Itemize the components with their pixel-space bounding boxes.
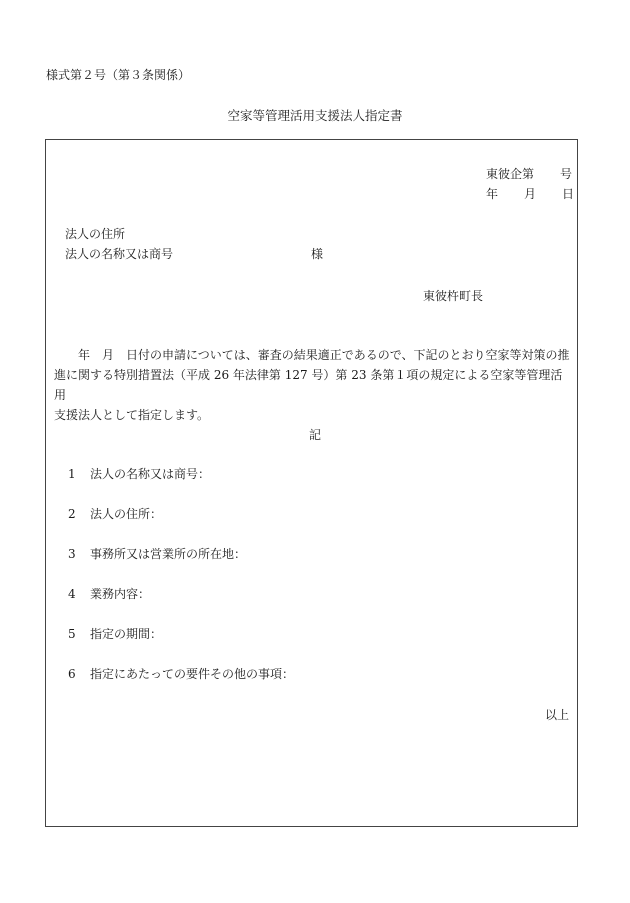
document-number [486,165,572,182]
item-number: 6 [68,667,76,681]
recipient-name-label: 法人の名称又は商号 [65,247,174,261]
document-number-prefix: 東彼企第 [486,167,535,181]
ki-heading: 記 [308,428,321,442]
closing-ijo: 以上 [545,708,570,722]
recipient-honorific: 様 [311,247,324,261]
recipient-address-label: 法人の住所 [65,227,126,241]
list-item [68,545,246,562]
list-item [68,665,294,682]
item-label: 法人の名称又は商号： [90,467,211,481]
list-item [68,585,150,602]
document-frame [45,139,578,827]
body-line: 進に関する特別措置法（平成 26 年法律第 127 号）第 23 条第１項の規定による空家等管理活用 [54,368,563,402]
item-number: 2 [68,507,76,521]
date-year: 年 [486,187,499,201]
list-item [68,465,210,482]
item-label: 指定にあたっての要件その他の事項： [90,667,295,681]
issuer-name: 東彼杵町長 [423,289,484,303]
list-item [68,625,162,642]
item-number: 4 [68,587,76,601]
date-month: 月 [524,187,537,201]
document-date [486,185,574,202]
form-label: 様式第２号（第３条関係） [46,68,191,82]
list-item [68,505,162,522]
document-number-suffix: 号 [560,167,573,181]
body-text [54,345,572,425]
item-number: 5 [68,627,76,641]
item-label: 業務内容： [90,587,151,601]
date-day: 日 [562,187,575,201]
item-label: 指定の期間： [90,627,163,641]
item-number: 1 [68,467,76,481]
document-title: 空家等管理活用支援法人指定書 [227,108,403,123]
item-label: 事務所又は営業所の所在地： [90,547,247,561]
body-line: 支援法人として指定します。 [54,408,210,422]
item-number: 3 [68,547,76,561]
item-label: 法人の住所： [90,507,163,521]
body-line: 年 月 日付の申請については、審査の結果適正であるので、下記のとおり空家等対策の推 [66,348,570,362]
